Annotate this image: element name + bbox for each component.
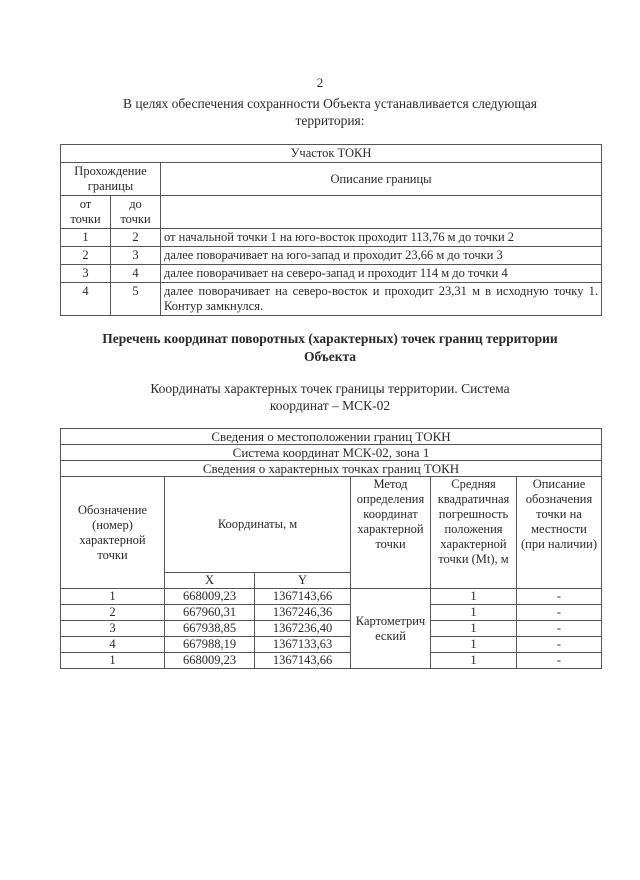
cell-x: 667960,31 bbox=[165, 605, 255, 621]
header-coordinates: Координаты, м bbox=[165, 477, 351, 573]
row-description: далее поворачивает на северо-запад и проходит 114 м до точки 4 bbox=[161, 265, 602, 283]
table2-title-points: Сведения о характерных точках границ ТОКН bbox=[61, 461, 602, 477]
header-description: Описание границы bbox=[161, 163, 602, 196]
cell-method: Картометрический bbox=[351, 589, 431, 669]
cell-x: 668009,23 bbox=[165, 653, 255, 669]
row-from: 1 bbox=[61, 229, 111, 247]
row-description: далее поворачивает на северо-восток и проходит 23,31 м в исходную точку 1. Контур замкнулся. bbox=[161, 283, 602, 316]
table1-title: Участок ТОКН bbox=[61, 145, 602, 163]
cell-x: 667988,19 bbox=[165, 637, 255, 653]
table2-title-location: Сведения о местоположении границ ТОКН bbox=[61, 429, 602, 445]
cell-description: - bbox=[517, 589, 602, 605]
table-row bbox=[61, 589, 602, 605]
intro-text: В целях обеспечения сохранности Объекта устанавливается следующая территория: bbox=[123, 96, 537, 128]
cell-y: 1367246,36 bbox=[255, 605, 351, 621]
cell-x: 667938,85 bbox=[165, 621, 255, 637]
header-y: Y bbox=[255, 573, 351, 589]
cell-error: 1 bbox=[431, 621, 517, 637]
cell-point: 2 bbox=[61, 605, 165, 621]
header-passage: Прохождение границы bbox=[61, 163, 161, 196]
cell-error: 1 bbox=[431, 605, 517, 621]
header-to: до точки bbox=[111, 196, 161, 229]
cell-description: - bbox=[517, 605, 602, 621]
boundary-description-table bbox=[60, 144, 602, 316]
header-point-designation: Обозначение (номер) характерной точки bbox=[61, 477, 165, 589]
table-row bbox=[61, 637, 602, 653]
coordinates-subheading: Координаты характерных точек границы территории. Система координат – МСК-02 bbox=[150, 381, 510, 413]
row-from: 2 bbox=[61, 247, 111, 265]
cell-x: 668009,23 bbox=[165, 589, 255, 605]
row-to: 4 bbox=[111, 265, 161, 283]
cell-error: 1 bbox=[431, 653, 517, 669]
header-empty-cell bbox=[161, 196, 602, 229]
cell-description: - bbox=[517, 637, 602, 653]
table-row bbox=[61, 605, 602, 621]
page-number: 2 bbox=[316, 75, 324, 90]
table-row bbox=[61, 653, 602, 669]
table-row bbox=[61, 265, 602, 283]
cell-y: 1367143,66 bbox=[255, 653, 351, 669]
row-from: 4 bbox=[61, 283, 111, 316]
cell-description: - bbox=[517, 653, 602, 669]
table-row bbox=[61, 283, 602, 316]
header-method: Метод определения координат характерной точки bbox=[351, 477, 431, 589]
cell-point: 4 bbox=[61, 637, 165, 653]
table-row bbox=[61, 229, 602, 247]
table-row bbox=[61, 621, 602, 637]
cell-point: 1 bbox=[61, 653, 165, 669]
cell-y: 1367133,63 bbox=[255, 637, 351, 653]
cell-error: 1 bbox=[431, 589, 517, 605]
row-from: 3 bbox=[61, 265, 111, 283]
cell-y: 1367236,40 bbox=[255, 621, 351, 637]
cell-description: - bbox=[517, 621, 602, 637]
header-x: X bbox=[165, 573, 255, 589]
table2-title-system: Система координат МСК-02, зона 1 bbox=[61, 445, 602, 461]
cell-point: 1 bbox=[61, 589, 165, 605]
table-row bbox=[61, 247, 602, 265]
row-to: 3 bbox=[111, 247, 161, 265]
header-error: Средняя квадратичная погрешность положения характерной точки (Mt), м bbox=[431, 477, 517, 589]
cell-y: 1367143,66 bbox=[255, 589, 351, 605]
header-from: от точки bbox=[61, 196, 111, 229]
cell-error: 1 bbox=[431, 637, 517, 653]
coordinates-table bbox=[60, 428, 602, 669]
row-description: от начальной точки 1 на юго-восток проходит 113,76 м до точки 2 bbox=[161, 229, 602, 247]
header-point-description: Описание обозначения точки на местности (при наличии) bbox=[517, 477, 602, 589]
row-description: далее поворачивает на юго-запад и проходит 23,66 м до точки 3 bbox=[161, 247, 602, 265]
coordinates-heading: Перечень координат поворотных (характерных) точек границ территории Объекта bbox=[102, 331, 558, 364]
row-to: 2 bbox=[111, 229, 161, 247]
row-to: 5 bbox=[111, 283, 161, 316]
cell-point: 3 bbox=[61, 621, 165, 637]
